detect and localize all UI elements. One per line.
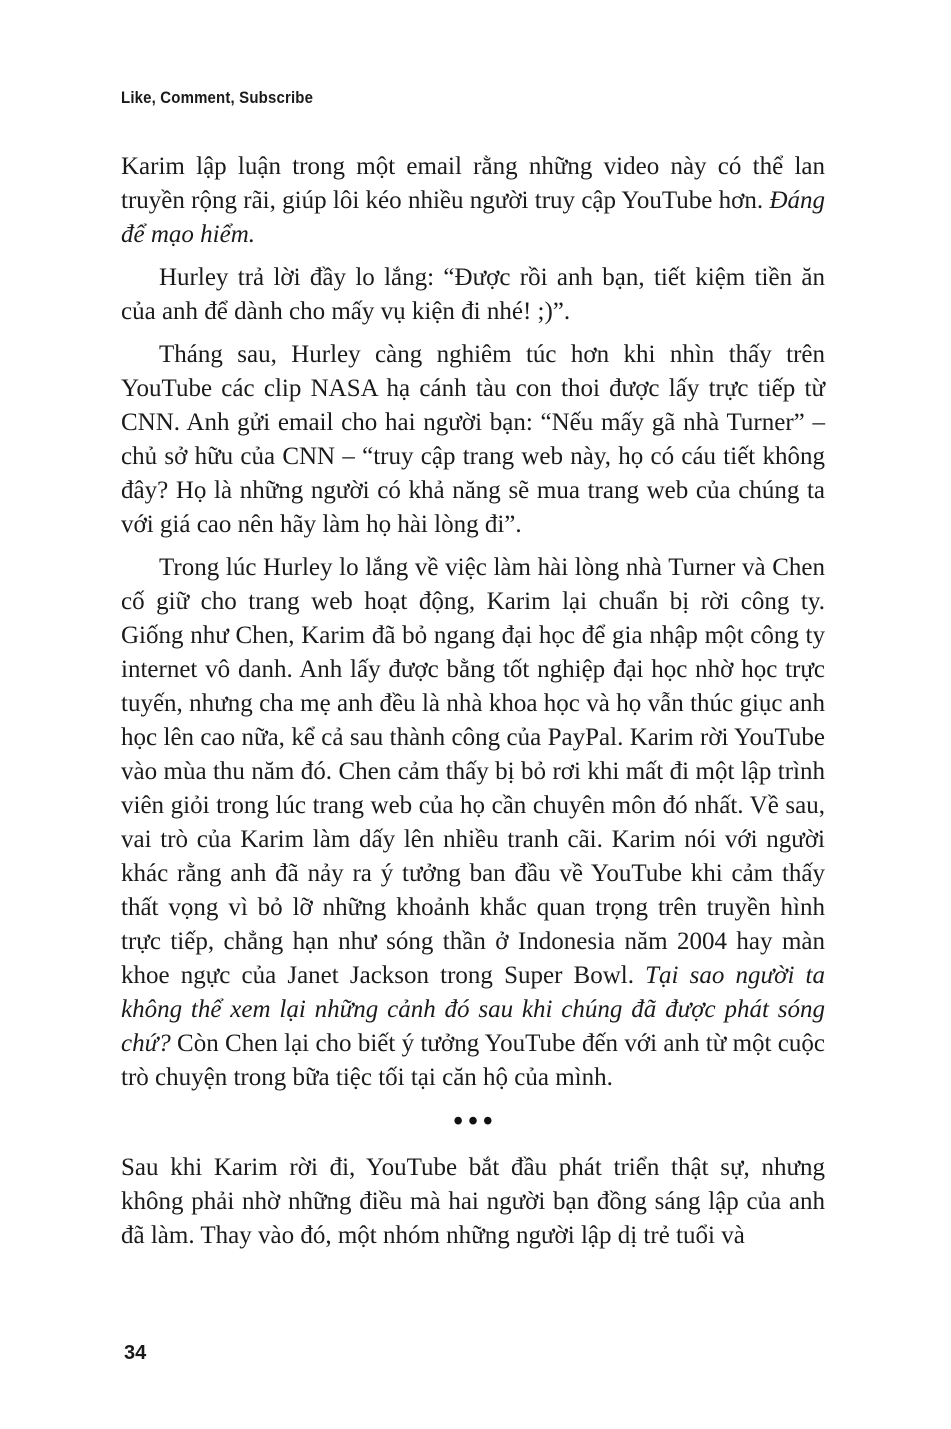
section-separator: ••• <box>453 1106 498 1137</box>
page-number: 34 <box>124 1342 147 1364</box>
text-run: Sau khi Karim rời đi, YouTube bắt đầu phát triển thật sự, nhưng không phải nhờ những điều mà hai người bạn đồng sáng lập của anh đã làm. Thay vào đó, một nhóm những người lập dị trẻ tuổi và <box>121 1154 825 1249</box>
italic-text-run: Đáng để mạo hiểm. <box>121 187 825 248</box>
paragraph <box>121 338 825 542</box>
text-run: Trong lúc Hurley lo lắng về việc làm hài lòng nhà Turner và Chen cố giữ cho trang web hoạt động, Karim lại chuẩn bị rời công ty. Giống như Chen, Karim đã bỏ ngang đại học để gia nhập một công ty internet vô danh. Anh lấy được bằng tốt nghiệp đại học nhờ học trực tuyến, nhưng cha mẹ anh đều là nhà khoa học và họ vẫn thúc giục anh học lên cao nữa, kể cả sau thành công của PayPal. Karim rời YouTube vào mùa thu năm đó. Chen cảm thấy bị bỏ rơi khi mất đi một lập trình viên giỏi trong lúc trang web của họ cần chuyên môn đó nhất. Về sau, vai trò của Karim làm dấy lên nhiều tranh cãi. Karim nói với người khác rằng anh đã nảy ra ý tưởng ban đầu về YouTube khi cảm thấy thất vọng vì bỏ lỡ những khoảnh khắc quan trọng trên truyền hình trực tiếp, chẳng hạn như sóng thần ở Indonesia năm 2004 hay màn khoe ngực của Janet Jackson trong Super Bowl. <box>121 554 825 989</box>
text-run: Còn Chen lại cho biết ý tưởng YouTube đến với anh từ một cuộc trò chuyện trong bữa tiệc tối tại căn hộ của mình. <box>121 1030 825 1091</box>
text-run: Karim lập luận trong một email rằng những video này có thể lan truyền rộng rãi, giúp lôi kéo nhiều người truy cập YouTube hơn. <box>121 153 825 214</box>
text-run: Hurley trả lời đầy lo lắng: “Được rồi anh bạn, tiết kiệm tiền ăn của anh để dành cho mấy vụ kiện đi nhé! ;)”. <box>121 264 825 325</box>
paragraph <box>121 261 825 329</box>
paragraph <box>121 150 825 252</box>
running-header: Like, Comment, Subscribe <box>121 88 314 107</box>
text-block <box>121 150 825 1262</box>
paragraph <box>121 551 825 1095</box>
paragraph <box>121 1151 825 1253</box>
italic-text-run: Tại sao người ta không thể xem lại những cảnh đó sau khi chúng đã được phát sóng chứ? <box>121 962 825 1057</box>
text-run: Tháng sau, Hurley càng nghiêm túc hơn khi nhìn thấy trên YouTube các clip NASA hạ cánh tàu con thoi được lấy trực tiếp từ CNN. Anh gửi email cho hai người bạn: “Nếu mấy gã nhà Turner” – chủ sở hữu của CNN – “truy cập trang web này, họ có cáu tiết không đây? Họ là những người có khả năng sẽ mua trang web của chúng ta với giá cao nên hãy làm họ hài lòng đi”. <box>121 341 825 538</box>
